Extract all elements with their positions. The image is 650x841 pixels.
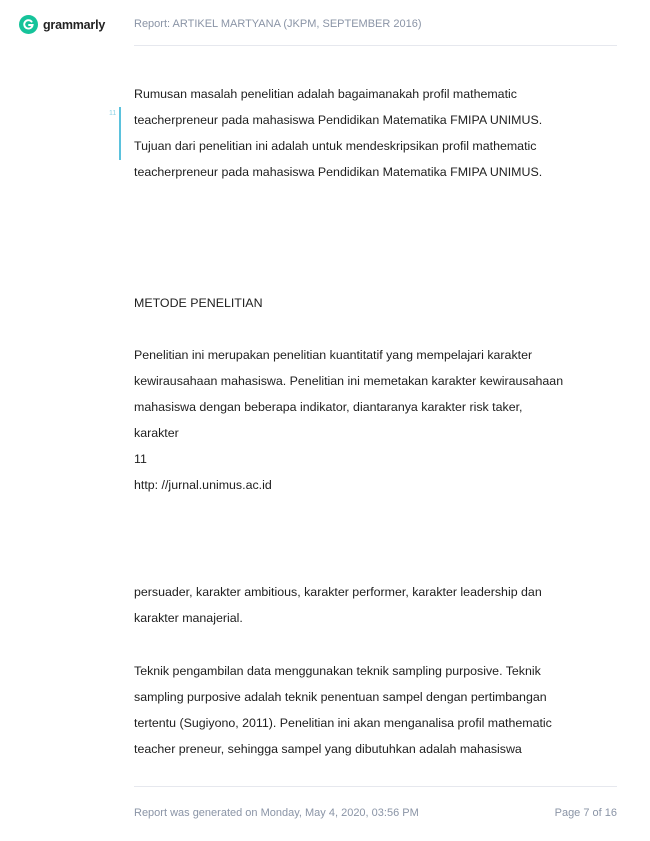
page-number-text: 11 [134, 452, 147, 466]
paragraph-karakter [134, 579, 619, 631]
journal-url-text: http: //jurnal.unimus.ac.id [134, 478, 272, 492]
page-indicator: Page 7 of 16 [554, 807, 617, 819]
report-title: Report: ARTIKEL MARTYANA (JKPM, SEPTEMBER 2016) [134, 18, 422, 30]
text-line: Tujuan dari penelitian ini adalah untuk mendeskripsikan profil mathematic [134, 139, 537, 153]
text-line: teacherpreneur pada mahasiswa Pendidikan Matematika FMIPA UNIMUS. [134, 113, 543, 127]
paragraph-metode [134, 342, 619, 498]
footer-divider [134, 786, 617, 787]
paragraph-teknik [134, 658, 619, 762]
paragraph-rumusan [134, 81, 619, 185]
logo-text: grammarly [43, 17, 106, 32]
text-line: mahasiswa dengan beberapa indikator, diantaranya karakter risk taker, [134, 400, 523, 414]
grammarly-logo-icon [19, 15, 38, 34]
text-line: karakter manajerial. [134, 611, 243, 625]
text-line: sampling purposive adalah teknik penentuan sampel dengan pertimbangan [134, 690, 547, 704]
section-heading: METODE PENELITIAN [134, 296, 263, 310]
text-line: karakter [134, 426, 179, 440]
text-line: tertentu (Sugiyono, 2011). Penelitian ini akan menganalisa profil mathematic [134, 716, 552, 730]
header-divider [134, 45, 617, 46]
text-line: Penelitian ini merupakan penelitian kuantitatif yang mempelajari karakter [134, 348, 533, 362]
source-marker-bar [119, 107, 121, 160]
text-line: teacher preneur, sehingga sampel yang dibutuhkan adalah mahasiswa [134, 742, 522, 756]
report-generated-text: Report was generated on Monday, May 4, 2020, 03:56 PM [134, 807, 419, 819]
text-line: persuader, karakter ambitious, karakter performer, karakter leadership dan [134, 585, 542, 599]
text-line: kewirausahaan mahasiswa. Penelitian ini memetakan karakter kewirausahaan [134, 374, 564, 388]
grammarly-logo [19, 15, 105, 34]
source-marker-number: 11 [109, 110, 117, 117]
text-line: teacherpreneur pada mahasiswa Pendidikan Matematika FMIPA UNIMUS. [134, 165, 543, 179]
text-line: Teknik pengambilan data menggunakan teknik sampling purposive. Teknik [134, 664, 541, 678]
text-line: Rumusan masalah penelitian adalah bagaimanakah profil mathematic [134, 87, 517, 101]
